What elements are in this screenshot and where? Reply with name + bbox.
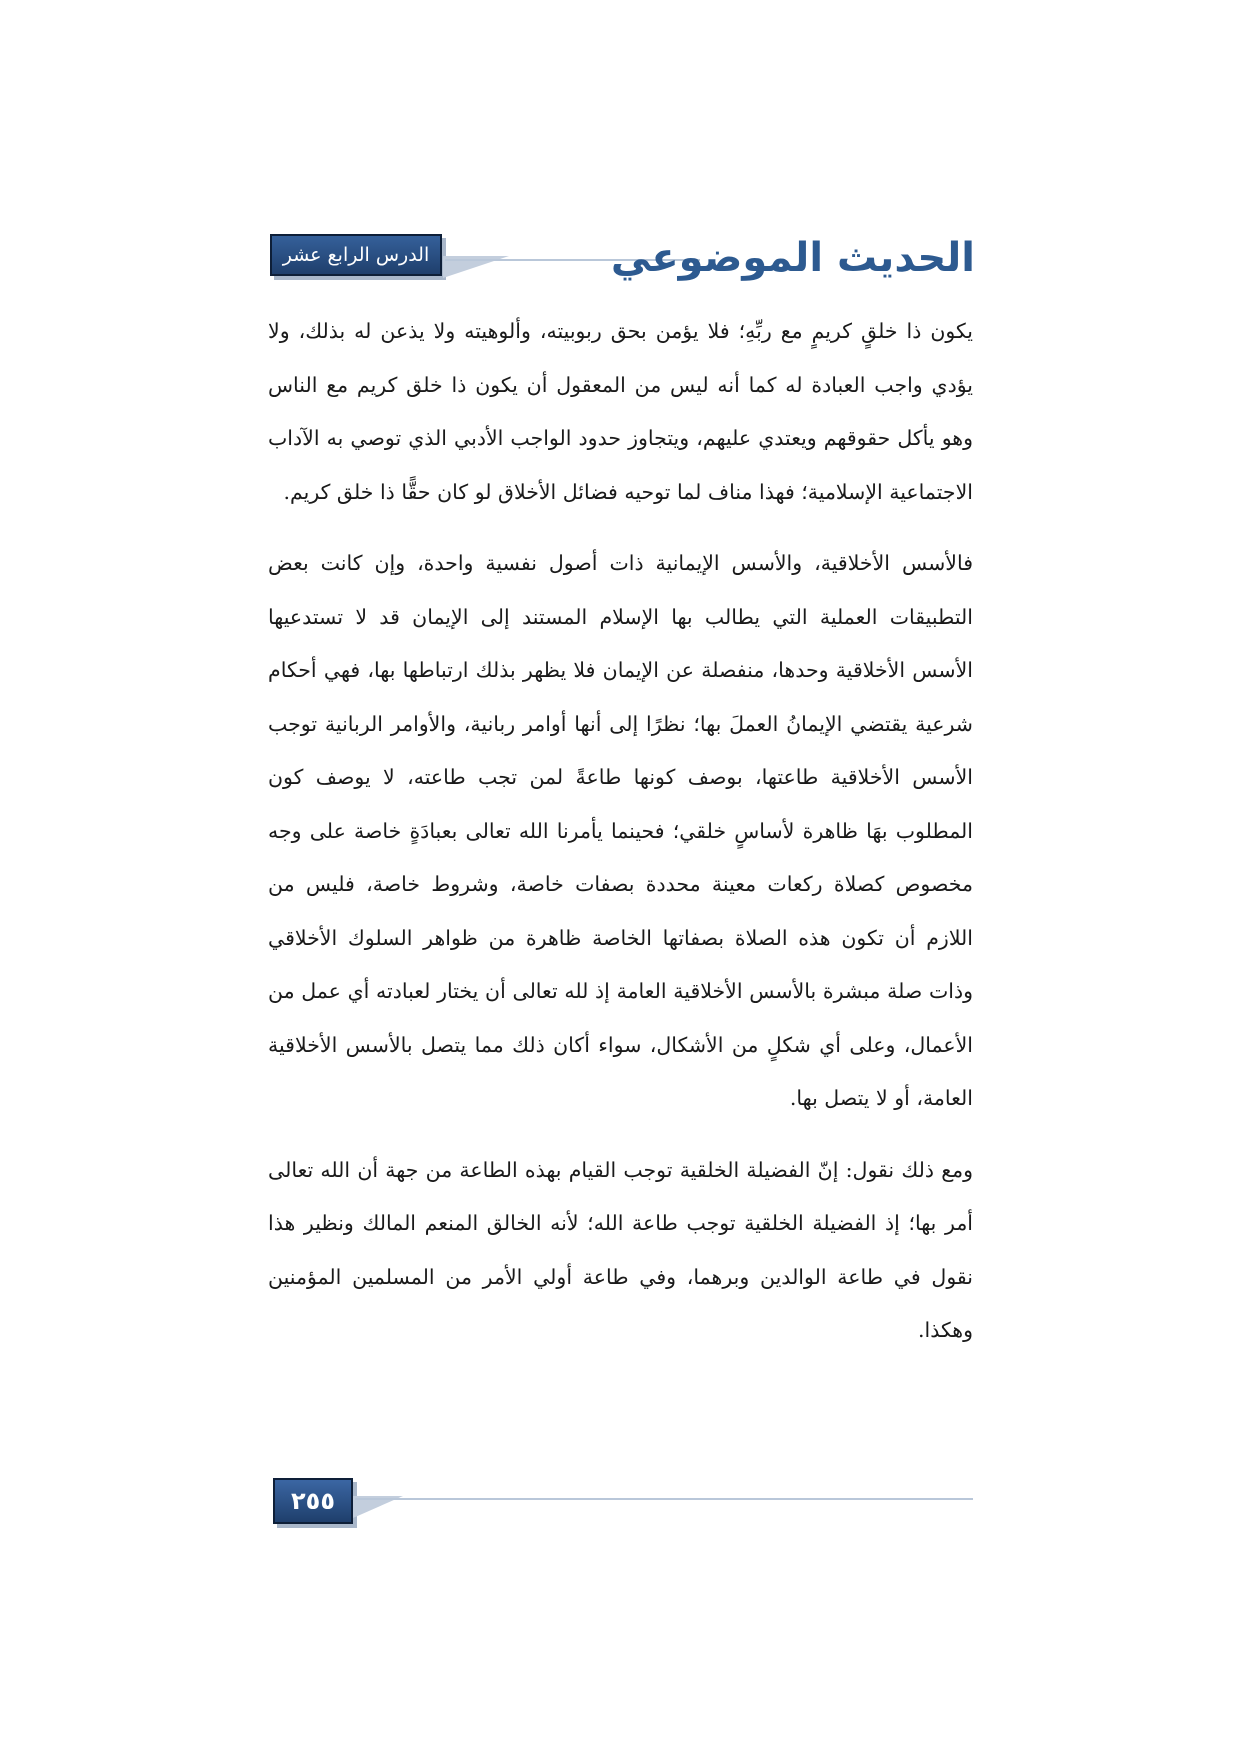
paragraph-3: ومع ذلك نقول: إنّ الفضيلة الخلقية توجب القيام بهذه الطاعة من جهة أن الله تعالى أمر بها؛ إذ الفضيلة الخلقية توجب طاعة الله؛ لأنه الخالق المنعم المالك ونظير هذا نقول في طاعة الوالدين وبرهما، وفي طاعة أولي الأمر من المسلمين المؤمنين وهكذا.: [268, 1157, 973, 1342]
page-number: ٢٥٥: [273, 1478, 353, 1524]
footer-rule: [355, 1498, 973, 1500]
body-text: [268, 305, 973, 1376]
paragraph-2: فالأسس الأخلاقية، والأسس الإيمانية ذات أصول نفسية واحدة، وإن كانت بعض التطبيقات العملية التي يطالب بها الإسلام المستند إلى الإيمان قد لا تستدعيها الأسس الأخلاقية وحدها، منفصلة عن الإيمان فلا يظهر بذلك ارتباطها بها، فهي أحكام شرعية يقتضي الإيمانُ العملَ بها؛ نظرًا إلى أنها أوامر ربانية، والأوامر الربانية توجب الأسس الأخلاقية طاعتها، بوصف كونها طاعةً لمن تجب طاعته، لا يوصف كون المطلوب بهَا ظاهرة لأساسٍ خلقي؛ فحينما يأمرنا الله تعالى بعبادَةٍ خاصة على وجه مخصوص كصلاة ركعات معينة محددة بصفات خاصة، وشروط خاصة، فليس من اللازم أن تكون هذه الصلاة بصفاتها الخاصة ظاهرة من ظواهر السلوك الأخلاقي وذات صلة مبشرة بالأسس الأخلاقية العامة إذ لله تعالى أن يختار لعبادته أي عمل من الأعمال، وعلى أي شكلٍ من الأشكال، سواء أكان ذلك مما يتصل بالأسس الأخلاقية العامة، أو لا يتصل بها.: [268, 551, 973, 1110]
page-header: [270, 230, 975, 290]
paragraph-1: يكون ذا خلقٍ كريمٍ مع ربِّهِ؛ فلا يؤمن بحق ربوبيته، وألوهيته ولا يذعن له بذلك، ولا يؤدي واجب العبادة له كما أنه ليس من المعقول أن يكون ذا خلق كريم مع الناس وهو يأكل حقوقهم ويعتدي عليهم، ويتجاوز حدود الواجب الأدبي الذي توصي به الآداب الاجتماعية الإسلامية؛ فهذا مناف لما توحيه فضائل الأخلاق لو كان حقًّا ذا خلق كريم.: [268, 319, 973, 504]
lesson-label: الدرس الرابع عشر: [282, 244, 430, 266]
book-title: الحديث الموضوعي: [610, 235, 975, 281]
page-footer: [273, 1478, 973, 1526]
lesson-label-box: [270, 234, 442, 276]
